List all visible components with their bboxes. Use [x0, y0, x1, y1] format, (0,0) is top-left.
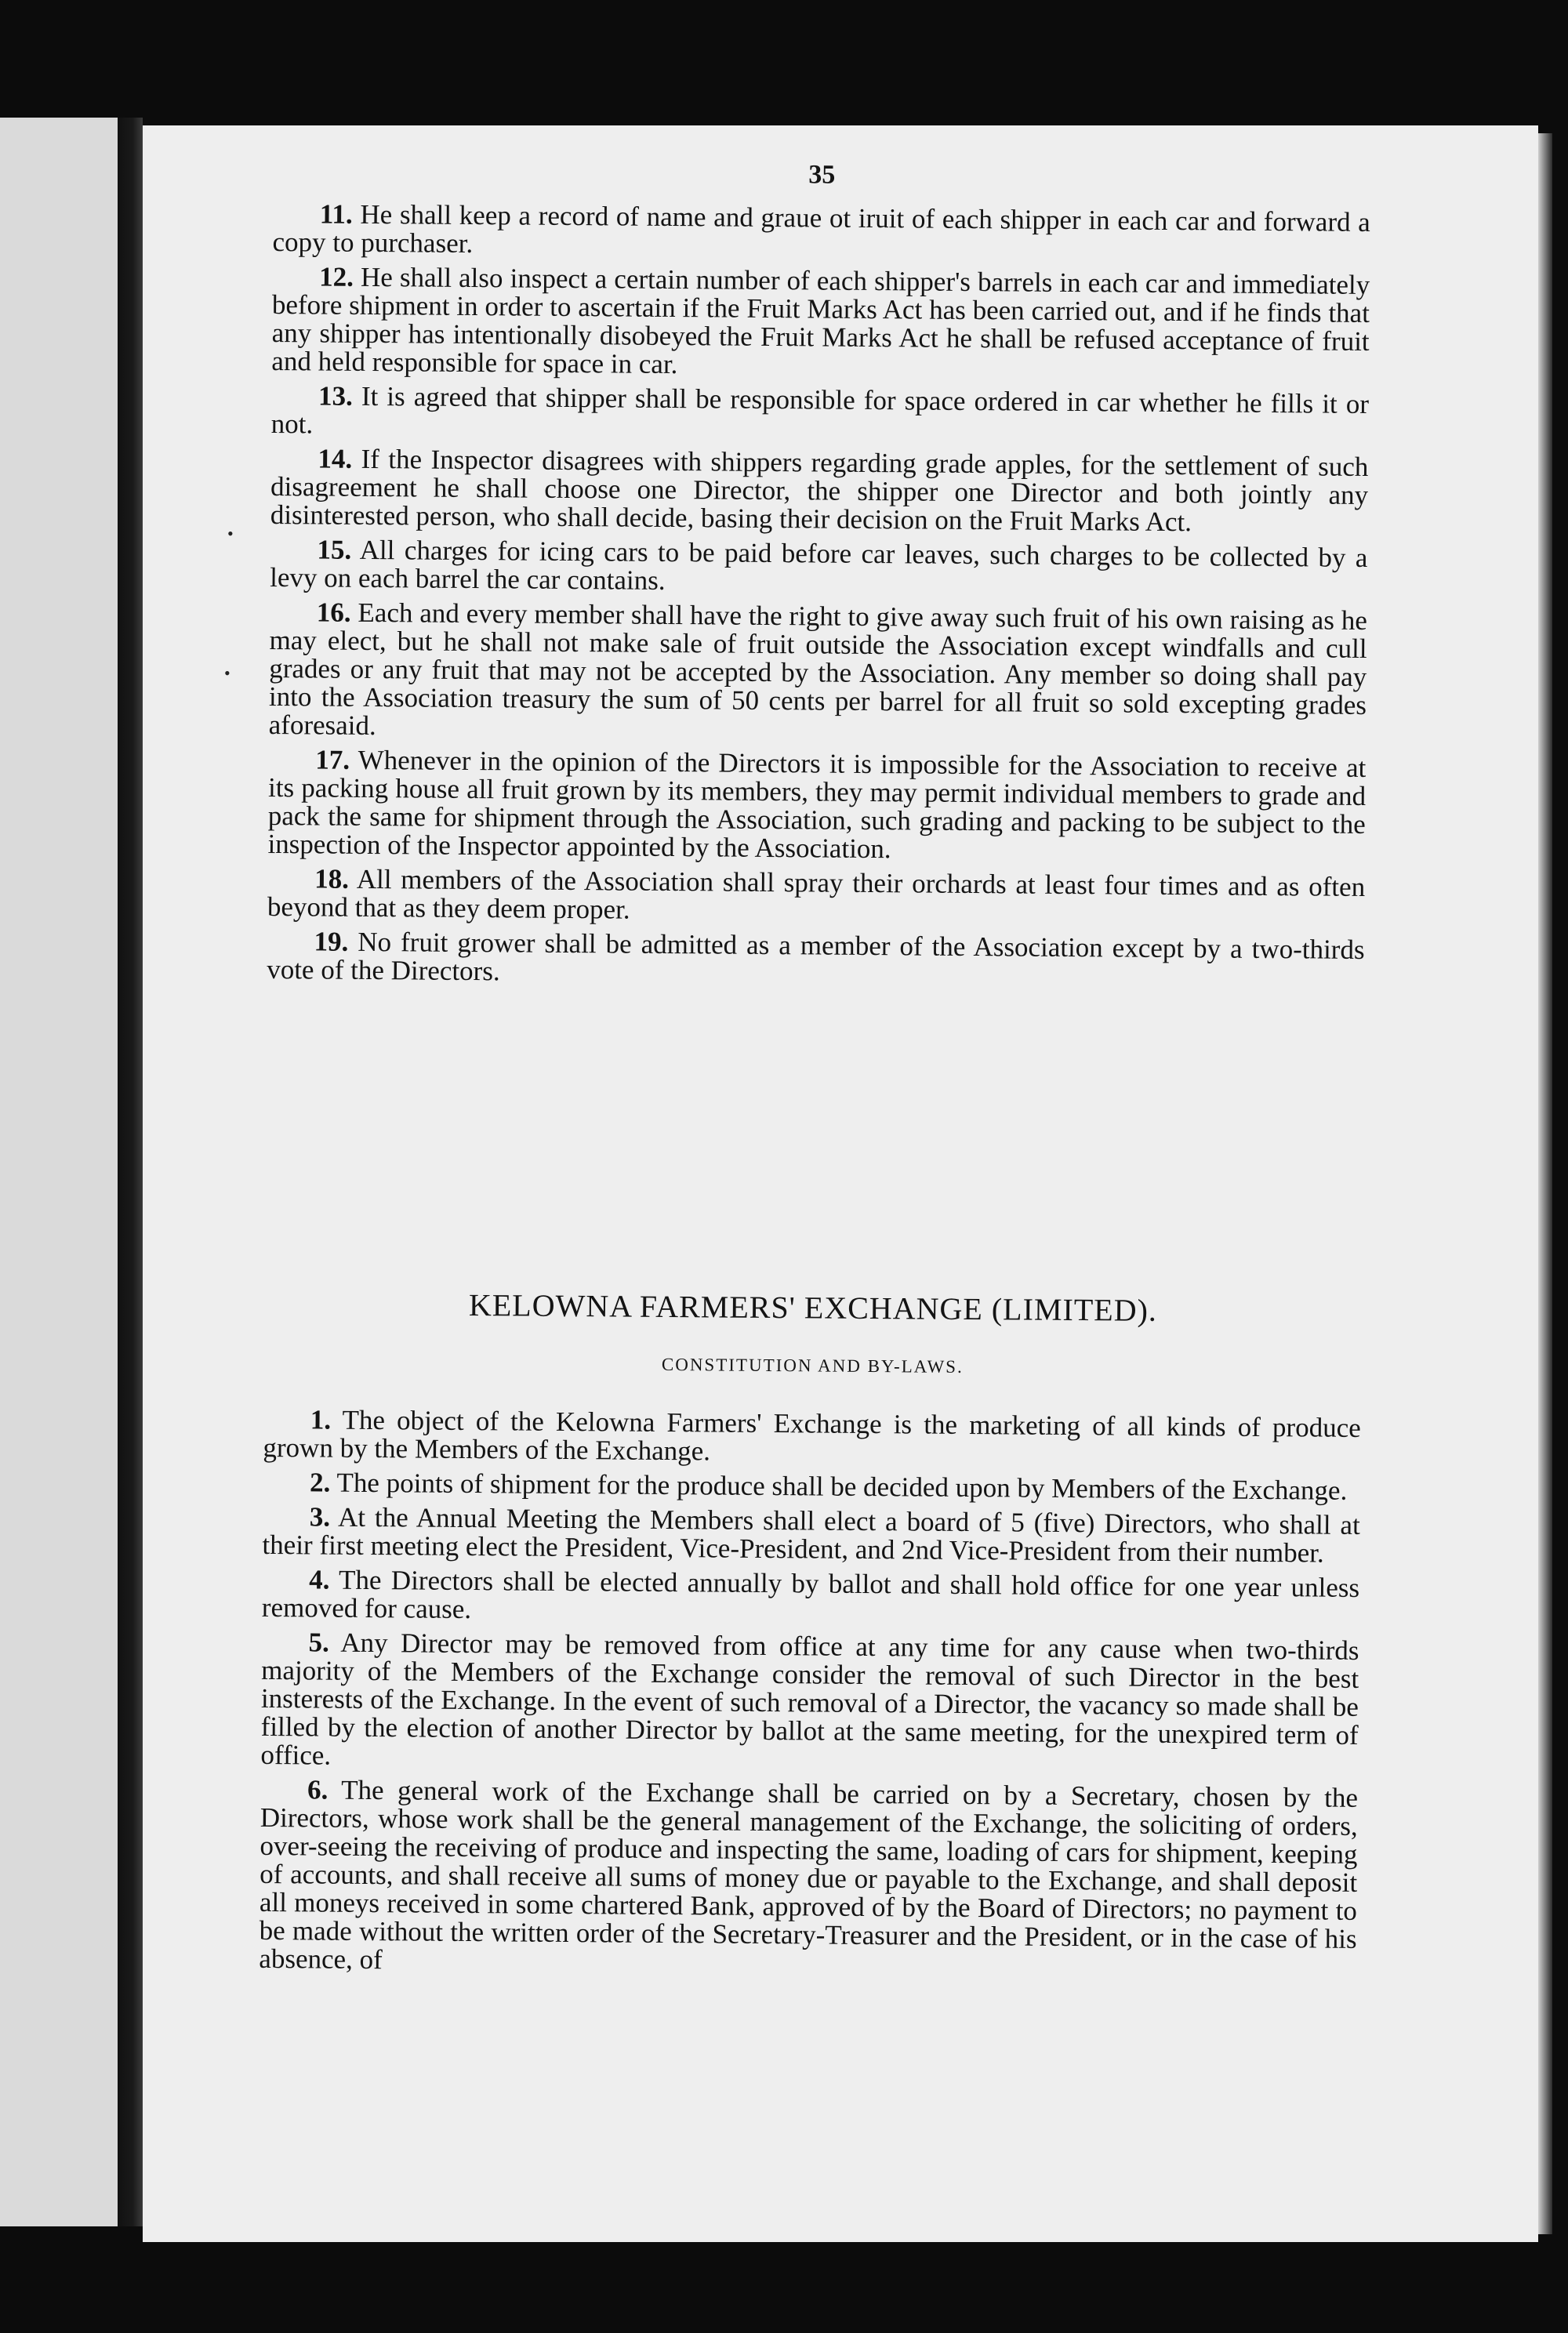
numbered-paragraph: [267, 865, 1366, 930]
section-title: KELOWNA FARMERS' EXCHANGE (LIMITED).: [468, 1286, 1158, 1328]
numbered-paragraph: [263, 1468, 1360, 1505]
paragraph-text: All charges for icing cars to be paid before car leaves, such charges to be collected by a levy on each barrel the car contains.: [270, 534, 1368, 596]
margin-dot: •: [227, 524, 234, 543]
paragraph-text: At the Annual Meeting the Members shall elect a board of 5 (five) Directors, who shall at their first meeting elect the President, Vice-President, and 2nd Vice-President from their number.: [262, 1501, 1360, 1569]
paragraph-text: The Directors shall be elected annually by ballot and shall hold office for one year unless removed for cause.: [261, 1564, 1360, 1625]
paragraph-number: 13.: [318, 380, 353, 412]
paragraph-text: No fruit grower shall be admitted as a member of the Association except by a two-thirds vote of the Directors.: [267, 926, 1365, 987]
paragraph-text: Any Director may be removed from office at any time for any cause when two-thirds majority of the Members of the Exchange consider the removal of such Director in the best insterests of the Exchange. In the event of such removal of a Director, the vacancy so made shall be filled by the election of another Director by ballot at the same meeting, for the unexpired term of office.: [260, 1627, 1359, 1771]
paragraph-number: 1.: [310, 1404, 332, 1435]
numbered-paragraph: [267, 927, 1365, 992]
numbered-paragraph: [270, 535, 1368, 600]
numbered-paragraph: [260, 1628, 1359, 1778]
numbered-paragraph: [272, 200, 1370, 265]
paragraph-number: 14.: [318, 443, 353, 474]
paragraph-text: All members of the Association shall spray their orchards at least four times and as often beyond that as they deem proper.: [267, 863, 1366, 925]
paragraph-number: 6.: [307, 1774, 328, 1805]
numbered-paragraph: [262, 1566, 1360, 1631]
numbered-paragraph: [269, 598, 1367, 748]
bylaws-list: [259, 1406, 1361, 1982]
paragraph-number: 4.: [309, 1564, 330, 1595]
paragraph-text: The general work of the Exchange shall be carried on by a Secretary, chosen by the Directors, whose work shall be the general management of the Exchange, the soliciting of orders, over-seeing the receiving of produce and inspecting the same, loading of cars for shipment, keeping of accounts, and shall receive all sums of money due or payable to the Exchange, and shall deposit all moneys received in some chartered Bank, approved of by the Board of Directors; no payment to be made without the written order of the Secretary-Treasurer and the President, or in the case of his absence, of: [259, 1774, 1359, 1976]
numbered-paragraph: [271, 382, 1370, 447]
paragraph-text: The points of shipment for the produce shall be decided upon by Members of the Exchange.: [336, 1467, 1348, 1506]
paragraph-number: 16.: [316, 597, 351, 628]
paragraph-text: He shall also inspect a certain number of each shipper's barrels in each car and immediately before shipment in order to ascertain if the Fruit Marks Act has been carried out, and if he finds that any shipper has intentionally disobeyed the Fruit Marks Act he shall be refused acceptance of fruit and held responsible for space in car.: [271, 261, 1370, 380]
margin-dot: •: [224, 663, 230, 683]
paragraph-number: 3.: [309, 1501, 331, 1533]
paragraph-text: It is agreed that shipper shall be responsible for space ordered in car whether he fills it or not.: [270, 380, 1370, 440]
page-edge-shadow: [1538, 133, 1552, 2234]
paragraph-number: 19.: [314, 926, 349, 957]
paragraph-text: Whenever in the opinion of the Directors it is impossible for the Association to receive at its packing house all fruit grown by its members, they may permit individual members to grade and pack the same for shipment through the Association, such grading and packing to be subject to the inspection of the Inspector appointed by the Association.: [267, 744, 1367, 865]
paragraph-number: 18.: [314, 863, 350, 894]
rules-section: [267, 200, 1370, 999]
paragraph-number: 2.: [309, 1467, 331, 1498]
page-text: [259, 0, 1372, 1976]
numbered-paragraph: [271, 263, 1370, 384]
paragraph-number: 5.: [308, 1627, 329, 1658]
paragraph-number: 17.: [315, 744, 350, 775]
paragraph-text: He shall keep a record of name and graue ot iruit of each shipper in each car and forward a copy to purchaser.: [272, 198, 1370, 259]
paragraph-text: Each and every member shall have the right to give away such fruit of his own raising as he may elect, but he shall not make sale of fruit outside the Association except windfalls and cull grades or any fruit that may not be accepted by the Association. Any member so doing shall pay into the Association treasury the sum of 50 cents per barrel for all fruit so sold excepting grades aforesaid.: [268, 597, 1367, 742]
facing-page-edge: [0, 118, 133, 2226]
book-gutter: [118, 118, 143, 2226]
paragraph-text: If the Inspector disagrees with shippers regarding grade apples, for the settlement of such disagreement he shall choose one Director, the shipper one Director and both jointly any disinterested person, who shall decide, basing their decision on the Fruit Marks Act.: [270, 443, 1369, 538]
page-number: 35: [808, 160, 836, 190]
numbered-paragraph: [270, 444, 1369, 538]
numbered-paragraph: [267, 746, 1366, 867]
paragraph-number: 12.: [319, 261, 354, 292]
exchange-section: [259, 1286, 1362, 1988]
numbered-paragraph: [262, 1503, 1360, 1568]
paragraph-text: The object of the Kelowna Farmers' Exchange is the marketing of all kinds of produce grown by the Members of the Exchange.: [263, 1404, 1361, 1467]
numbered-paragraph: [259, 1776, 1358, 1982]
section-subtitle: CONSTITUTION AND BY-LAWS.: [661, 1354, 964, 1377]
numbered-paragraph: [263, 1406, 1361, 1471]
paragraph-number: 11.: [319, 198, 353, 230]
paragraph-number: 15.: [317, 534, 352, 565]
